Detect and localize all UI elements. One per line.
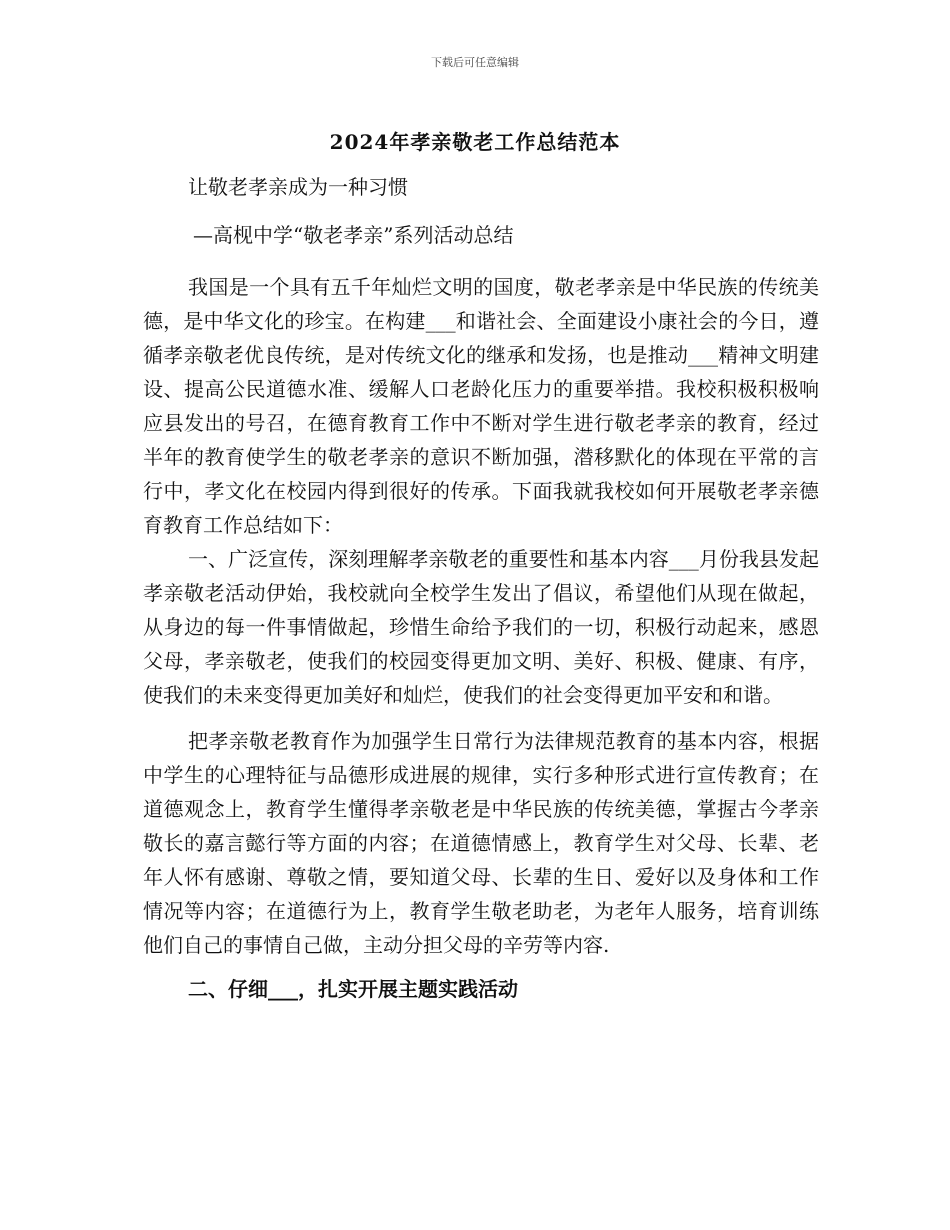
page-header-note: 下载后可任意编辑 — [431, 56, 519, 69]
document-subtitle-2: —高枧中学“敬老孝亲”系列活动总结 — [193, 223, 514, 247]
paragraph-intro: 我国是一个具有五千年灿烂文明的国度，敬老孝亲是中华民族的传统美德，是中华文化的珍宝。在构建___和谐社会、全面建设小康社会的今日，遵循孝亲敬老优良传统，是对传统文化的继承和发扬，也是推动___精神文明建设、提高公民道德水准、缓解人口老龄化压力的重要举措。我校积极积极响应县发出的号召，在德育教育工作中不断对学生进行敬老孝亲的教育，经过半年的教育使学生的敬老孝亲的意识不断加强，潜移默化的体现在平常的言行中，孝文化在校园内得到很好的传承。下面我就我校如何开展敬老孝亲德育教育工作总结如下： — [143, 275, 819, 537]
paragraph-education: 把孝亲敬老教育作为加强学生日常行为法律规范教育的基本内容，根据中学生的心理特征与品德形成进展的规律，实行多种形式进行宣传教育；在道德观念上，教育学生懂得孝亲敬老是中华民族的传统美德，掌握古今孝亲敬长的嘉言懿行等方面的内容；在道德情感上，教育学生对父母、长辈、老年人怀有感谢、尊敬之情，要知道父母、长辈的生日、爱好以及身体和工作情况等内容；在道德行为上，教育学生敬老助老，为老年人服务，培育训练他们自己的事情自己做，主动分担父母的辛劳等内容. — [143, 729, 819, 957]
document-title: 2024年孝亲敬老工作总结范本 — [329, 130, 621, 154]
document-body — [143, 170, 819, 1006]
paragraph-section-1: 一、广泛宣传，深刻理解孝亲敬老的重要性和基本内容___月份我县发起孝亲敬老活动伊始，我校就向全校学生发出了倡议，希望他们从现在做起，从身边的每一件事情做起，珍惜生命给予我们的一切，积极行动起来，感恩父母，孝亲敬老，使我们的校园变得更加文明、美好、积极、健康、有序，使我们的未来变得更加美好和灿烂，使我们的社会变得更加平安和和谐。 — [143, 547, 819, 707]
document-subtitle: 让敬老孝亲成为一种习惯 — [188, 175, 408, 199]
section-2-heading: 二、仔细___，扎实开展主题实践活动 — [188, 977, 518, 1001]
